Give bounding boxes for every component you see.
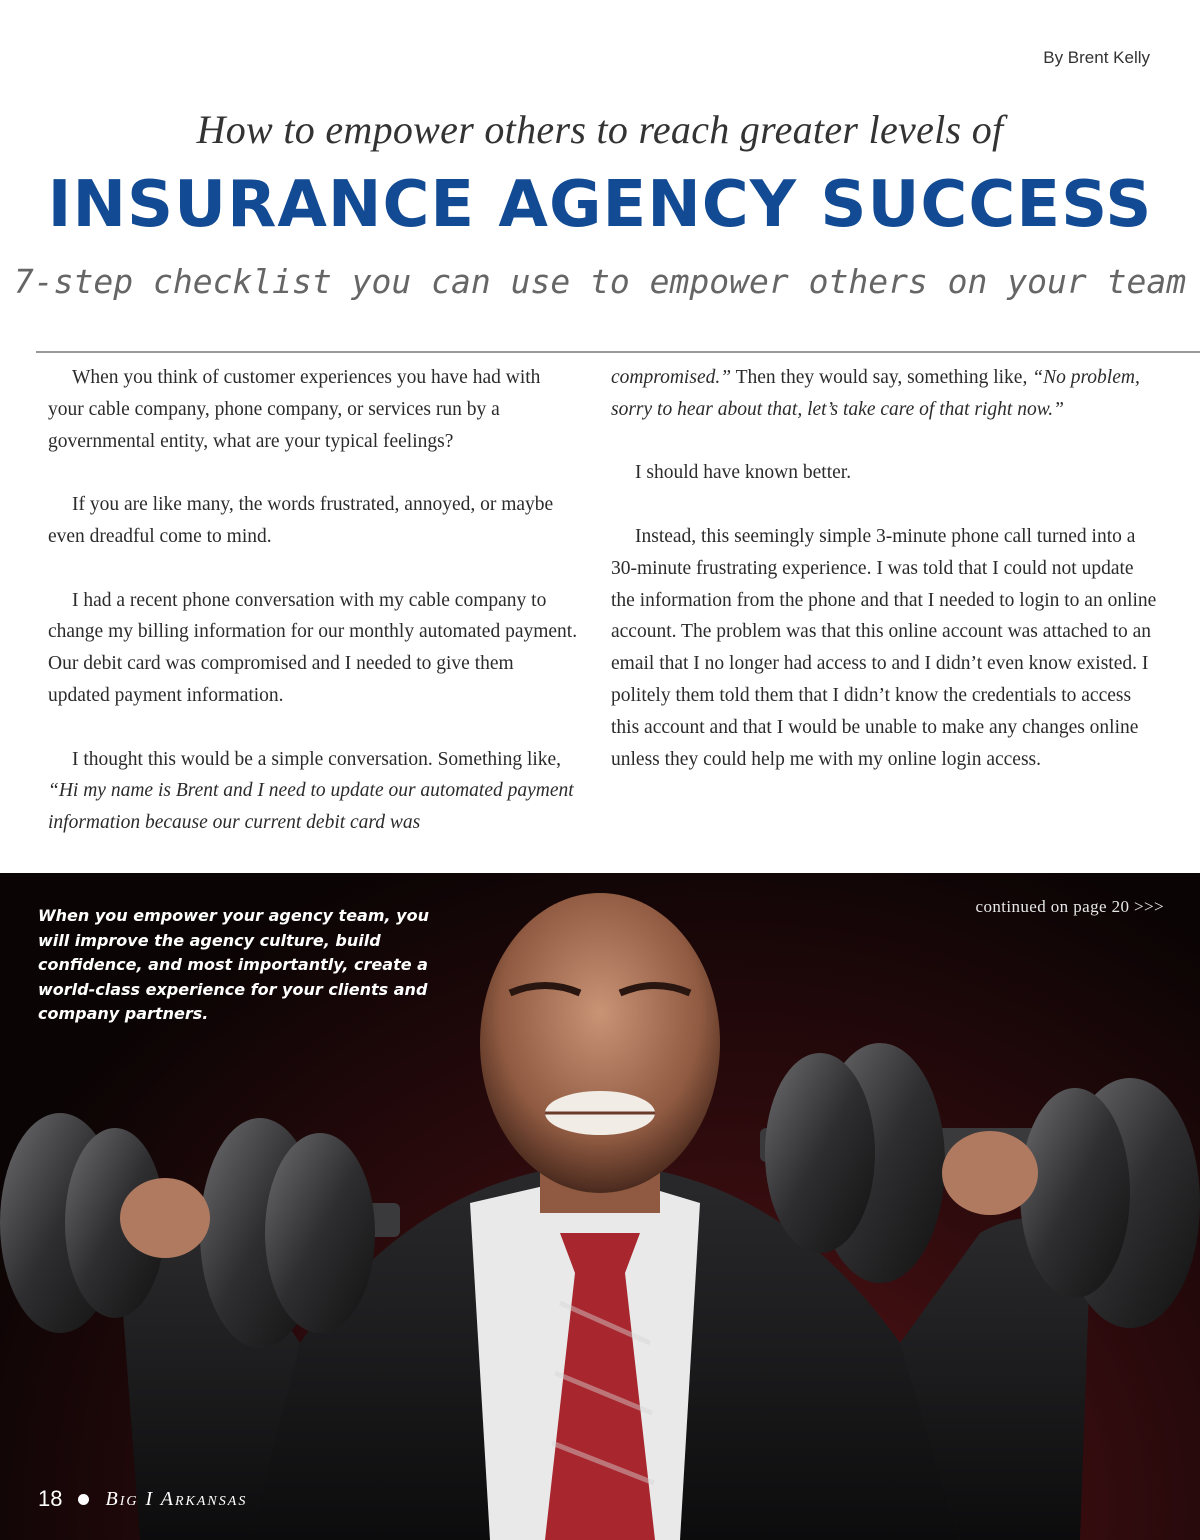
bullet-icon — [78, 1494, 89, 1505]
paragraph — [48, 744, 578, 839]
paragraph: I had a recent phone conversation with my cable company to change my billing information for our monthly automated payment. Our debit card was compromised and I needed to give them updated payment information. — [48, 589, 578, 706]
quote-text: compromised.” — [611, 367, 732, 388]
continued-link[interactable]: continued on page 20 >>> — [975, 897, 1164, 916]
paragraph: Instead, this seemingly simple 3-minute phone call turned into a 30-minute frustrating experience. I was told that I could not update the information from the phone and that I needed to login to an online account. The problem was that this online account was attached to an email that I no longer had access to and I didn’t even know existed. I politely them told them that I didn’t know the credentials to access this account and that I would be unable to make any changes online unless they could help me with my online login access. — [611, 525, 1157, 770]
paragraph-text: Then they would say, something like, — [731, 367, 1033, 388]
divider-rule — [36, 351, 1200, 353]
article-column-right — [611, 362, 1161, 807]
article-column-left — [48, 362, 578, 871]
paragraph-text: I thought this would be a simple conversation. Something like, — [72, 748, 562, 770]
page-number: 18 — [38, 1486, 63, 1511]
deck-subtitle: 7-step checklist you can use to empower others on your team — [13, 262, 1187, 301]
page-footer — [38, 1484, 247, 1514]
photo-caption: When you empower your agency team, you will improve the agency culture, build confidence, and most importantly, create a world-class experience for your clients and company partners. — [38, 906, 429, 1023]
paragraph: I should have known better. — [635, 462, 852, 484]
paragraph — [611, 362, 1161, 426]
publication-name: Big I Arkansas — [105, 1487, 248, 1510]
kicker-headline: How to empower others to reach greater levels of — [196, 107, 1004, 152]
quote-text: “Hi my name is Brent and I need to update our automated payment information because our current debit card was — [48, 780, 574, 834]
paragraph: When you think of customer experiences you have had with your cable company, phone company, or services run by a governmental entity, what are your typical feelings? — [48, 367, 541, 452]
byline: By Brent Kelly — [1043, 48, 1150, 67]
quote-text: “No problem, sorry to hear about that, let’s take care of that right now.” — [611, 367, 1140, 420]
main-headline: INSURANCE AGENCY SUCCESS — [47, 168, 1153, 242]
paragraph: If you are like many, the words frustrated, annoyed, or maybe even dreadful come to mind. — [48, 494, 554, 547]
